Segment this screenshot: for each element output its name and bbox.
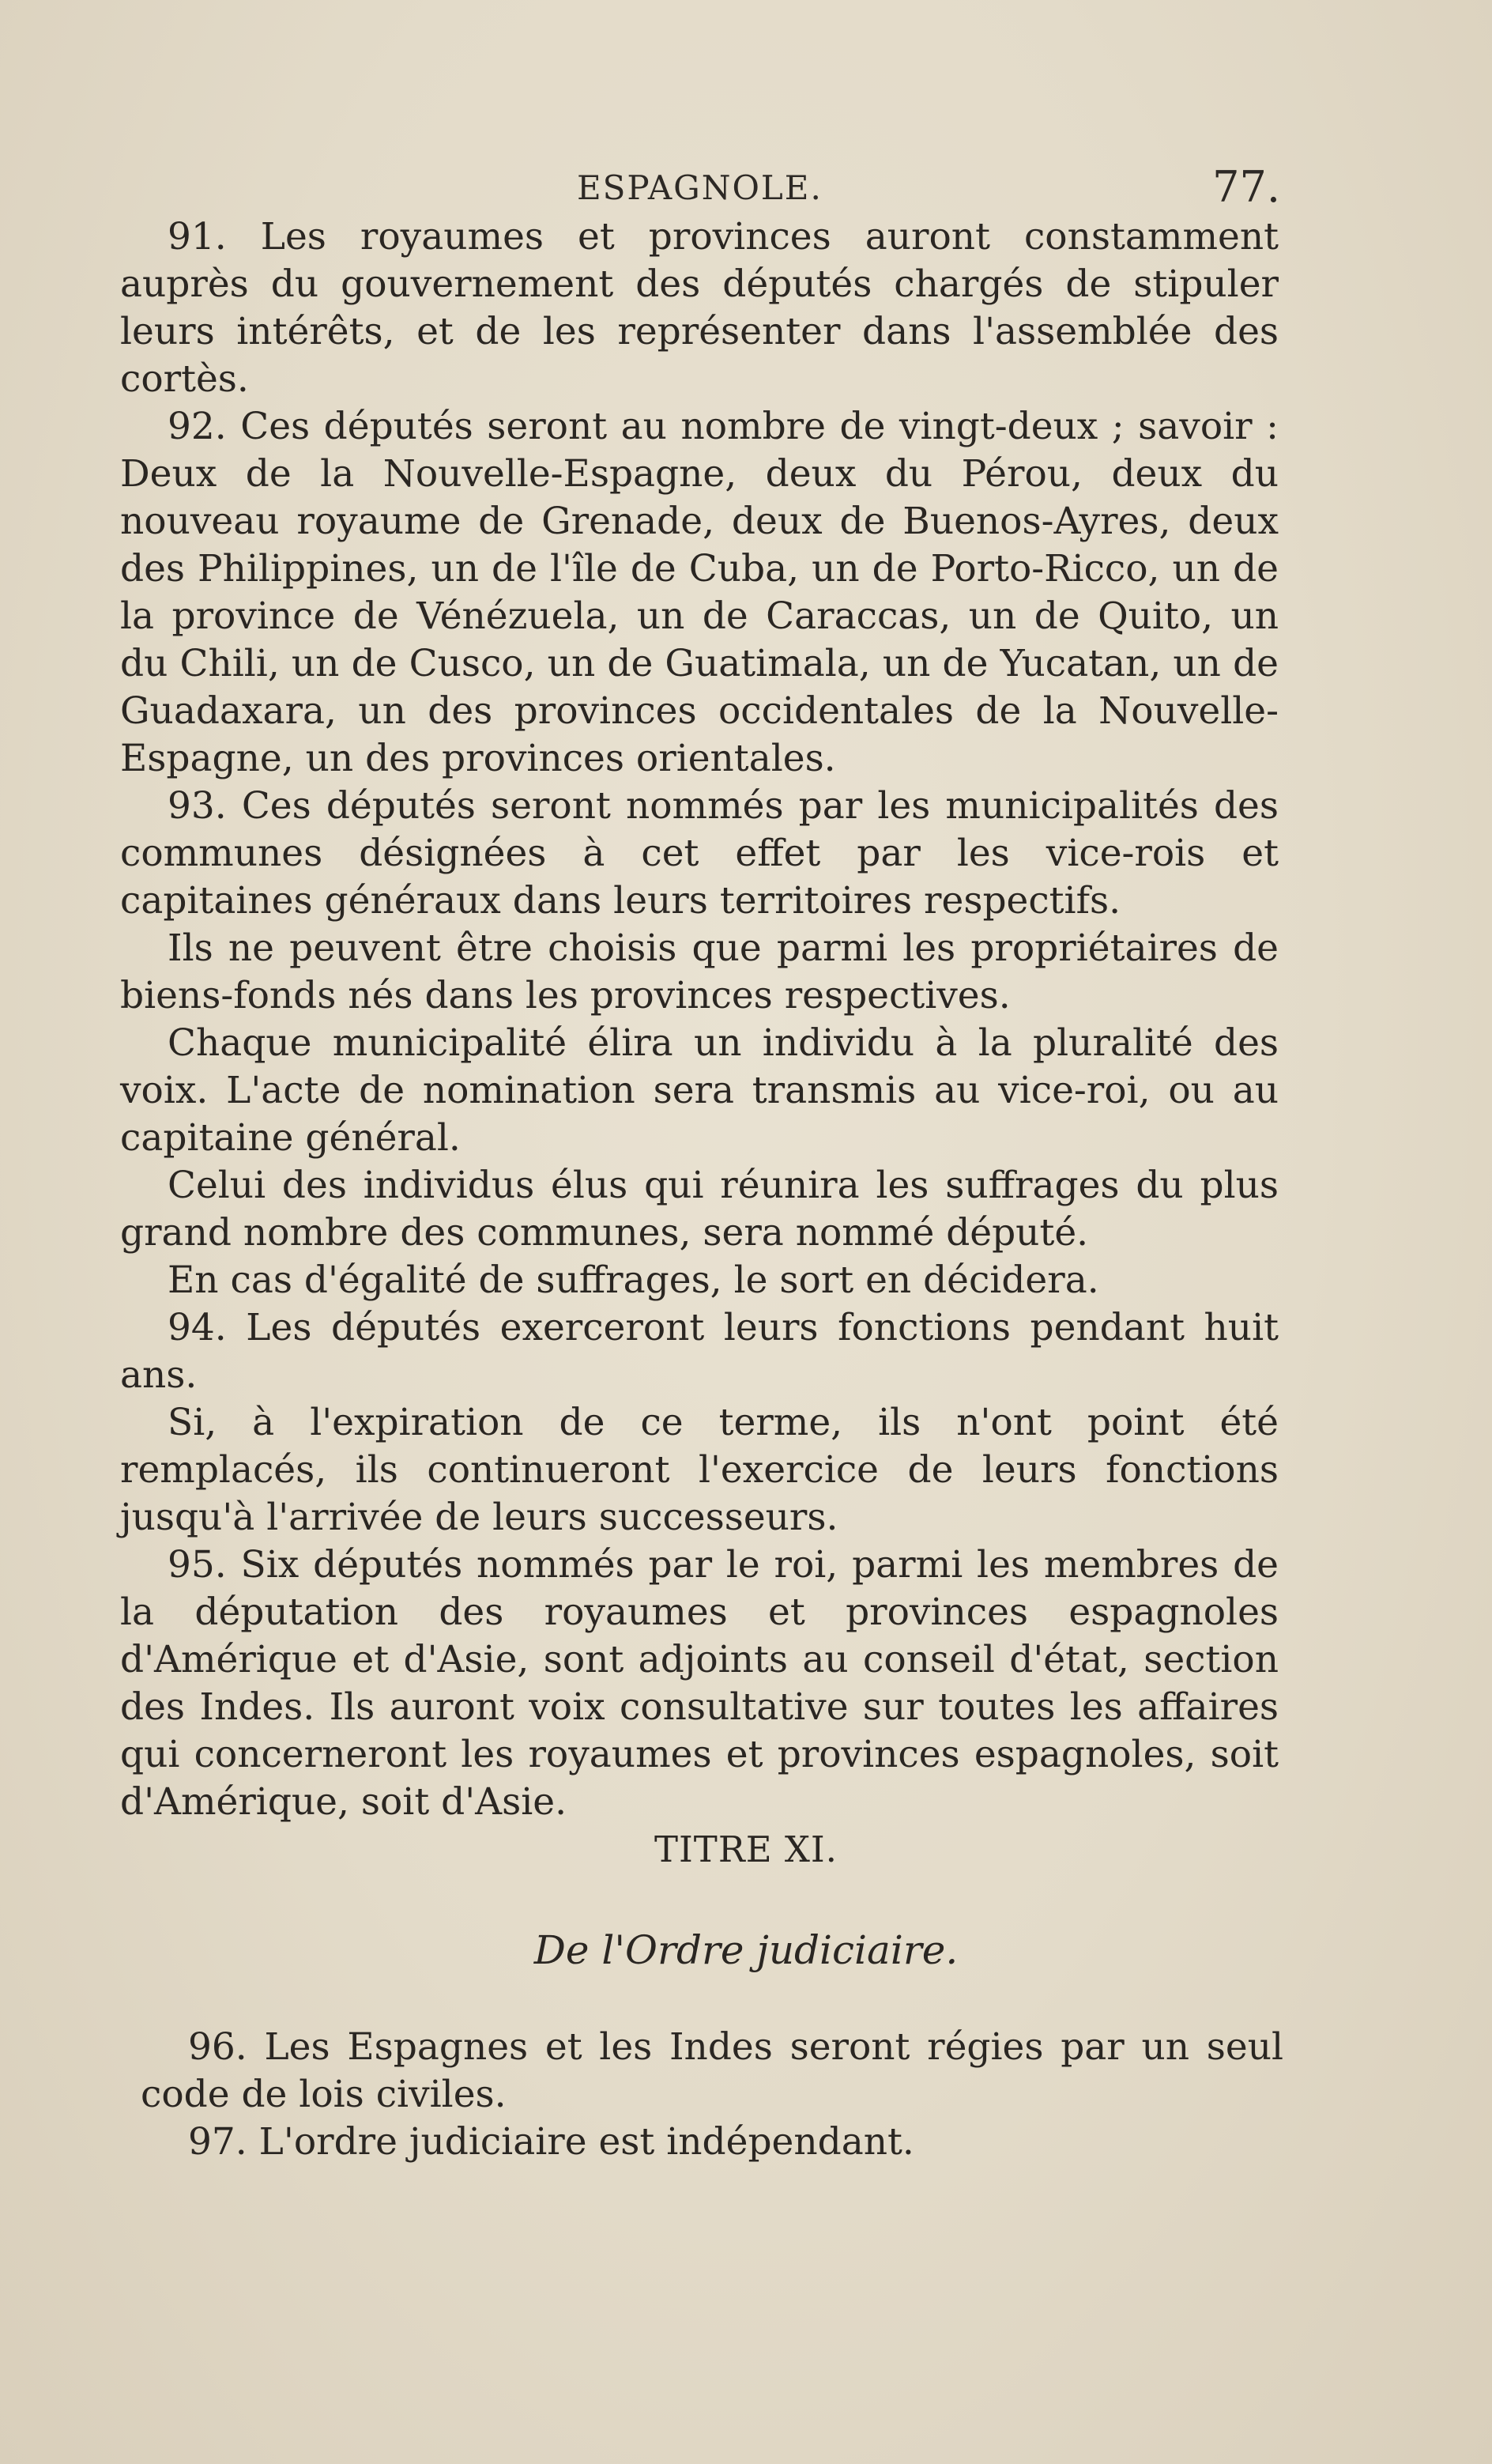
article-93-election: Chaque municipalité élira un individu à la pluralité des voix. L'acte de nomination sera transmis au vice-roi, ou au capitaine général.: [120, 1021, 1279, 1160]
article-93-majority: Celui des individus élus qui réunira les suffrages du plus grand nombre des communes, sera nommé député.: [120, 1164, 1279, 1255]
article-94-continuation: Si, à l'expiration de ce terme, ils n'ont point été remplacés, ils continueront l'exercice de leurs fonctions jusqu'à l'arrivée de leurs successeurs.: [120, 1401, 1279, 1539]
article-96: 96. Les Espagnes et les Indes seront régies par un seul code de lois civiles.: [141, 2025, 1283, 2116]
article-93-eligibility: Ils ne peuvent être choisis que parmi les propriétaires de biens-fonds nés dans les provinces respectives.: [120, 926, 1279, 1017]
article-94: 94. Les députés exerceront leurs fonctions pendant huit ans.: [120, 1306, 1279, 1397]
section-title: TITRE XI.: [654, 1828, 838, 1870]
section-subtitle: De l'Ordre judiciaire.: [533, 1927, 959, 1973]
article-text-block: [120, 213, 1279, 1826]
article-97: 97. L'ordre judiciaire est indépendant.: [188, 2120, 914, 2164]
article-95: 95. Six députés nommés par le roi, parmi les membres de la députation des royaumes et provinces espagnoles d'Amérique et d'Asie, sont adjoints au conseil d'état, section des Indes. Ils auront voix consultative sur toutes les affaires qui concerneront les royaumes et provinces espagnoles, soit d'Amérique, soit d'Asie.: [120, 1543, 1279, 1824]
article-93-tie: En cas d'égalité de suffrages, le sort en décidera.: [168, 1258, 1099, 1302]
running-head: [119, 162, 1280, 217]
article-91: 91. Les royaumes et provinces auront constamment auprès du gouvernement des députés chargés de stipuler leurs intérêts, et de les représenter dans l'assemblée des cortès.: [120, 215, 1279, 401]
running-title: ESPAGNOLE.: [577, 168, 823, 207]
page-number: 77.: [1212, 162, 1280, 212]
article-92: 92. Ces députés seront au nombre de vingt-deux ; savoir : Deux de la Nouvelle-Espagne, deux du Pérou, deux du nouveau royaume de Grenade, deux de Buenos-Ayres, deux des Philippines, un de l'île de Cuba, un de Porto-Ricco, un de la province de Vénézuela, un de Caraccas, un de Quito, un du Chili, un de Cusco, un de Guatimala, un de Yucatan, un de Guadaxara, un des provinces occidentales de la Nouvelle-Espagne, un des provinces orientales.: [120, 405, 1279, 780]
article-text-block-2: [141, 2024, 1283, 2166]
article-93: 93. Ces députés seront nommés par les municipalités des communes désignées à cet effet par les vice-rois et capitaines généraux dans leurs territoires respectifs.: [120, 784, 1279, 923]
